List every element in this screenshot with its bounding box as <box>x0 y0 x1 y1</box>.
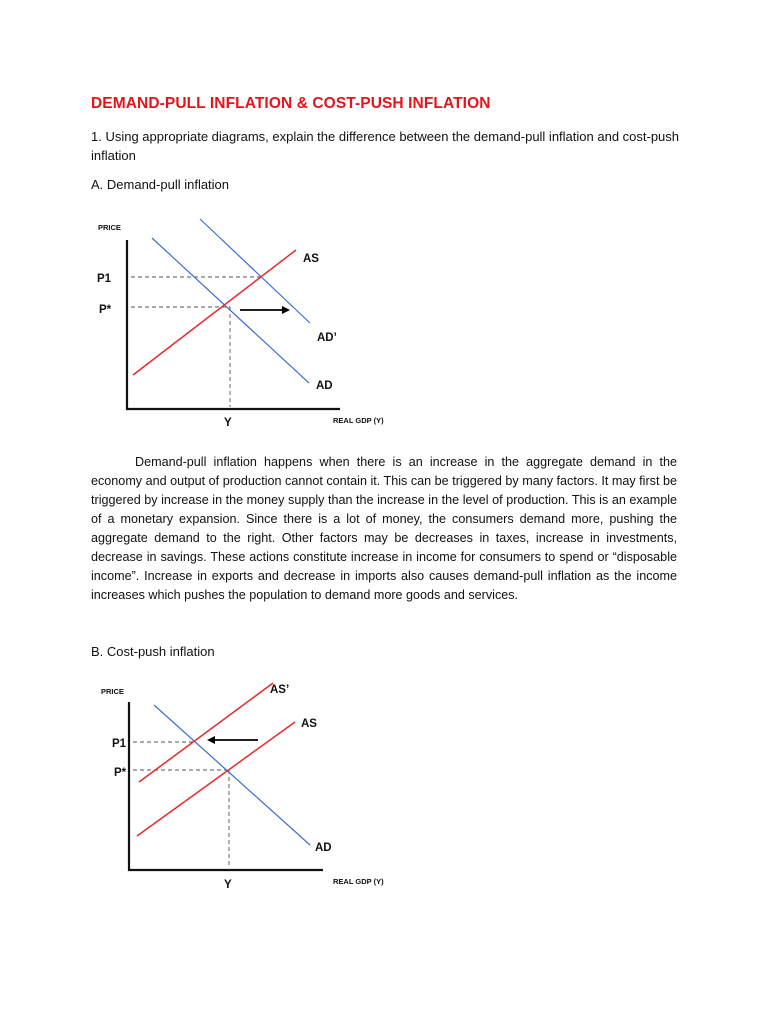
ad-label: AD <box>316 380 333 392</box>
pstar-label: P* <box>99 304 112 316</box>
as-prime-label: AS’ <box>270 684 290 696</box>
y-axis-label: PRICE <box>98 223 121 232</box>
y-axis-label: PRICE <box>101 687 124 696</box>
section-a-heading: A. Demand-pull inflation <box>91 177 230 192</box>
x-axis-label: REAL GDP (Y) <box>333 416 384 425</box>
ad-prime-label: AD’ <box>317 332 337 344</box>
y-marker-label: Y <box>224 417 232 429</box>
x-axis-label: REAL GDP (Y) <box>333 877 384 886</box>
pstar-label: P* <box>114 767 127 779</box>
demand-pull-paragraph: Demand-pull inflation happens when there is an increase in the aggregate demand in the economy and output of production cannot contain it. This can be triggered by many factors. It may first be triggered by increase in the money supply than the increase in the level of production. This is an example of a monetary expansion. Since there is a lot of money, the consumers demand more, pushing the aggregate demand to the right. Other factors may be decreases in taxes, increase in investments, decrease in savings. These actions constitute increase in income for consumers to spend or “disposable income”. Increase in exports and decrease in imports also causes demand-pull inflation as the income increases which pushes the population to demand more goods and services. <box>91 455 677 602</box>
shift-arrowhead <box>207 736 215 744</box>
as-prime-curve <box>139 683 273 782</box>
ad-label: AD <box>315 842 332 854</box>
axes <box>129 702 323 870</box>
ad-curve <box>154 705 310 845</box>
question-text: 1. Using appropriate diagrams, explain the difference between the demand-pull inflation and cost-push inflation <box>91 129 680 163</box>
p1-label: P1 <box>112 738 127 750</box>
as-label: AS <box>303 253 319 265</box>
as-label: AS <box>301 718 317 730</box>
section-b-heading: B. Cost-push inflation <box>91 644 215 659</box>
document-title: DEMAND-PULL INFLATION & COST-PUSH INFLATION <box>91 95 491 112</box>
p1-label: P1 <box>97 273 112 285</box>
y-marker-label: Y <box>224 879 232 891</box>
